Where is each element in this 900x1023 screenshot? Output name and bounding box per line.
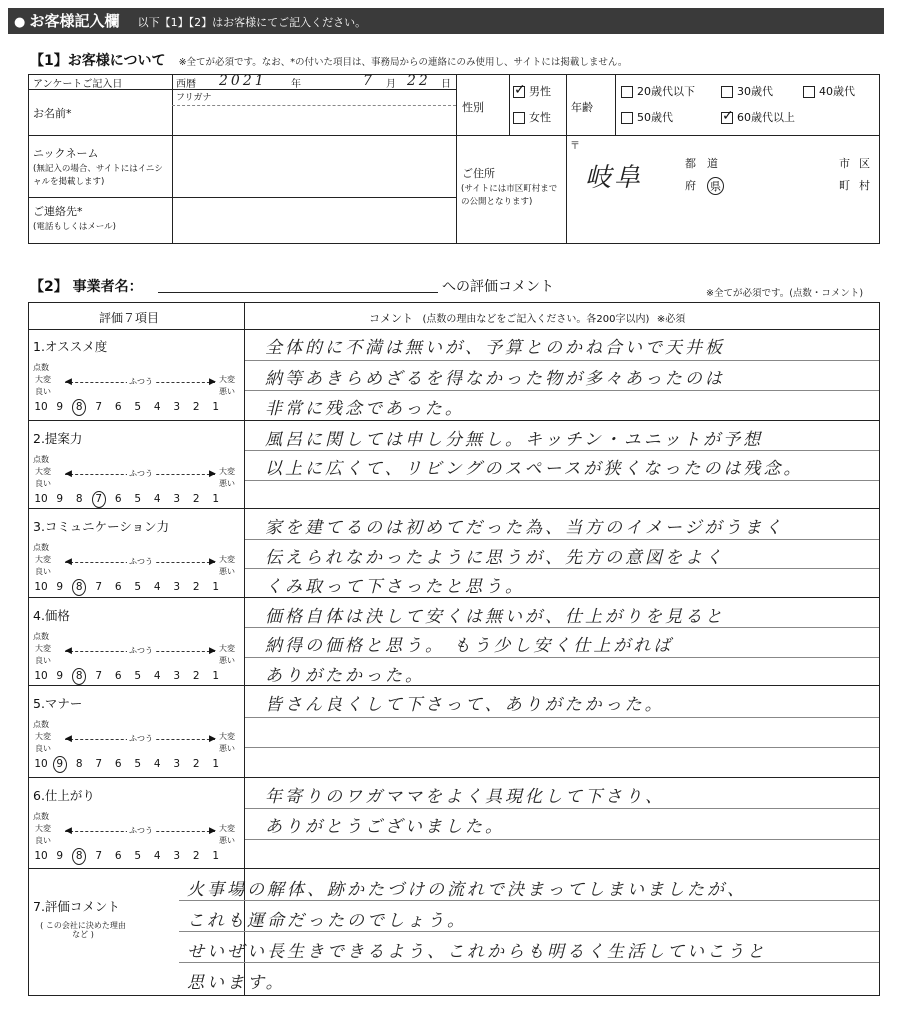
score-option[interactable] [109, 401, 129, 413]
score-number: 4 [153, 670, 161, 682]
score-label: 点数 [33, 363, 49, 372]
score-option[interactable] [109, 758, 129, 770]
comment-head-label: コメント [369, 312, 413, 325]
score-option[interactable] [167, 581, 187, 593]
score-number: 5 [134, 401, 142, 413]
score-number: 5 [134, 850, 142, 862]
score-option[interactable] [206, 401, 226, 413]
score-option[interactable] [89, 850, 109, 862]
scale-taihen-right: 大変 [219, 555, 235, 564]
score-option[interactable] [50, 401, 70, 413]
eval-item7-sub: ( この会社に決めた理由など ) [40, 921, 126, 939]
section1-title: 【1】お客様について [30, 53, 166, 69]
scale-yoi: 良い [35, 656, 51, 665]
postal-mark: 〒 [570, 141, 580, 152]
score-option[interactable] [206, 758, 226, 770]
score-option[interactable] [187, 670, 207, 682]
score-option[interactable] [167, 850, 187, 862]
score-option[interactable] [206, 581, 226, 593]
eval-item-label: 3.コミュニケーション力 [33, 519, 170, 534]
do-label: 道 [707, 157, 718, 170]
arrow-right-icon: ▶ [209, 734, 216, 744]
eval-row [29, 509, 879, 598]
comment-line[interactable]: ありがたかった。 [265, 666, 425, 686]
score-option[interactable] [187, 401, 207, 413]
arrow-left-icon: ◀ [65, 557, 72, 567]
score-number: 2 [192, 670, 200, 682]
checkbox-icon[interactable] [621, 112, 633, 124]
header-note: 以下【1】【2】はお客様にてご記入ください。 [137, 16, 367, 29]
arrow-right-icon: ▶ [209, 826, 216, 836]
score-number: 2 [192, 581, 200, 593]
score-number: 7 [95, 670, 103, 682]
score-option[interactable] [70, 579, 90, 596]
score-option[interactable] [128, 493, 148, 505]
name-label: お名前* [33, 107, 72, 120]
score-number: 9 [56, 581, 64, 593]
score-number: 6 [114, 850, 122, 862]
survey-day[interactable]: 22 [407, 73, 431, 89]
arrow-left-icon: ◀ [65, 646, 72, 656]
checkbox-checked-icon[interactable] [513, 86, 525, 98]
age-option-30s[interactable] [721, 83, 773, 99]
comment-line[interactable]: 風呂に関しては申し分無し。キッチン・ユニットが予想 [265, 430, 764, 450]
score-number: 6 [114, 758, 122, 770]
score-number: 3 [173, 670, 181, 682]
score-number: 6 [114, 581, 122, 593]
score-option[interactable] [32, 401, 50, 413]
score-number: 7 [95, 581, 103, 593]
score-number: 7 [95, 401, 103, 413]
scale-futsu: ふつう [129, 469, 153, 478]
eval-item-label: 2.提案力 [33, 431, 83, 446]
score-option[interactable] [50, 581, 70, 593]
score-option[interactable] [148, 670, 168, 682]
male-label: 男性 [529, 85, 551, 98]
checkbox-checked-icon[interactable] [721, 112, 733, 124]
ken-circled: 県 [707, 177, 724, 195]
arrow-left-icon: ◀ [65, 734, 72, 744]
eval-row [29, 686, 879, 778]
score-number: 2 [192, 758, 200, 770]
score-option[interactable] [148, 758, 168, 770]
business-name-line[interactable] [158, 292, 438, 293]
gender-male-option[interactable] [513, 83, 551, 99]
comment-line[interactable]: 納得の価格と思う。 もう少し安く仕上がれば [265, 636, 674, 656]
score-number: 4 [153, 493, 161, 505]
score-number: 5 [134, 670, 142, 682]
arrow-right-icon: ▶ [209, 377, 216, 387]
score-option[interactable] [128, 670, 148, 682]
score-option[interactable] [70, 668, 90, 685]
score-option[interactable] [187, 493, 207, 505]
score-number: 2 [192, 850, 200, 862]
score-option[interactable] [32, 758, 50, 770]
score-option[interactable] [167, 493, 187, 505]
score-number: 3 [173, 493, 181, 505]
month-unit: 月 [386, 79, 396, 90]
score-number: 9 [56, 493, 64, 505]
score-number: 4 [153, 850, 161, 862]
score-number: 3 [173, 401, 181, 413]
score-option[interactable] [32, 670, 50, 682]
score-option[interactable] [206, 850, 226, 862]
score-number: 10 [34, 401, 48, 413]
eval-row [29, 421, 879, 509]
section1-heading [30, 50, 627, 70]
comment-line[interactable]: 以上に広くて、リビングのスペースが狭くなったのは残念。 [265, 459, 804, 479]
ku-label: 区 [859, 157, 870, 170]
score-option[interactable] [128, 581, 148, 593]
score-option[interactable] [50, 756, 70, 773]
mura-label: 村 [859, 179, 870, 192]
scale-taihen: 大変 [35, 732, 51, 741]
arrow-right-icon: ▶ [209, 646, 216, 656]
age-30s-label: 30歳代 [737, 85, 773, 98]
score-scale [32, 491, 242, 508]
score-option[interactable] [109, 493, 129, 505]
score-number: 10 [34, 758, 48, 770]
score-option[interactable] [128, 401, 148, 413]
arrow-left-icon: ◀ [65, 826, 72, 836]
scale-taihen-right: 大変 [219, 644, 235, 653]
score-number: 6 [114, 493, 122, 505]
comment-head-note: (点数の理由などをご記入ください。各200字以内) [422, 314, 650, 325]
score-number: 2 [192, 401, 200, 413]
score-option[interactable] [109, 581, 129, 593]
score-option[interactable] [50, 493, 70, 505]
score-scale [32, 668, 242, 685]
eval-item-label: 4.価格 [33, 608, 70, 623]
comment-line[interactable]: 納等あきらめざるを得なかった物が多々あったのは [265, 369, 725, 389]
age-20s-label: 20歳代以下 [637, 85, 695, 98]
score-number: 1 [212, 401, 220, 413]
comment-line[interactable]: 年寄りのワガママをよく具現化して下さり、 [265, 787, 665, 807]
nickname-label: ニックネーム [33, 147, 99, 160]
scale-futsu: ふつう [129, 646, 153, 655]
score-number: 6 [114, 670, 122, 682]
score-number: 1 [212, 493, 220, 505]
score-option[interactable] [109, 670, 129, 682]
score-circled[interactable]: 8 [72, 399, 86, 416]
arrow-right-icon: ▶ [209, 557, 216, 567]
scale-futsu: ふつう [129, 734, 153, 743]
address-note: (サイトには市区町村までの公開となります) [461, 184, 558, 207]
comment-line[interactable]: ありがとうございました。 [265, 817, 505, 837]
section2-heading [30, 276, 143, 296]
score-option[interactable] [148, 581, 168, 593]
score-number: 1 [212, 758, 220, 770]
bullet-icon: ● [14, 15, 26, 30]
form-header [8, 8, 884, 34]
score-circled[interactable]: 9 [53, 756, 67, 773]
score-scale [32, 579, 242, 596]
score-option[interactable] [89, 670, 109, 682]
score-scale [32, 756, 242, 773]
scale-yoi: 良い [35, 387, 51, 396]
scale-futsu: ふつう [129, 826, 153, 835]
age-option-60s[interactable] [721, 109, 795, 125]
score-number: 10 [34, 670, 48, 682]
comment-head [369, 310, 685, 326]
item7-comment-line[interactable]: これも運命だったのでしょう。 [187, 911, 467, 931]
score-circled[interactable]: 8 [72, 668, 86, 685]
score-option[interactable] [148, 850, 168, 862]
age-option-20s[interactable] [621, 83, 695, 99]
age-60s-label: 60歳代以上 [737, 111, 795, 124]
score-option[interactable] [187, 758, 207, 770]
survey-month[interactable]: 7 [363, 73, 375, 89]
score-number: 5 [134, 493, 142, 505]
score-number: 1 [212, 581, 220, 593]
scale-yoi: 良い [35, 744, 51, 753]
scale-taihen: 大変 [35, 555, 51, 564]
score-label: 点数 [33, 455, 49, 464]
score-label: 点数 [33, 632, 49, 641]
score-number: 1 [212, 670, 220, 682]
year-unit: 年 [291, 79, 301, 90]
age-label: 年齢 [571, 101, 593, 114]
age-option-40s[interactable] [803, 83, 855, 99]
score-option[interactable] [89, 491, 109, 508]
furigana-label: フリガナ [176, 93, 212, 103]
score-option[interactable] [167, 401, 187, 413]
scale-warui: 悪い [219, 567, 235, 576]
gender-female-option[interactable] [513, 109, 551, 125]
score-option[interactable] [89, 401, 109, 413]
score-option[interactable] [148, 493, 168, 505]
eval-row [29, 598, 879, 686]
eval-item-label: 6.仕上がり [33, 788, 95, 803]
day-unit: 日 [441, 79, 451, 90]
evaluation-table [28, 302, 880, 996]
score-number: 1 [212, 850, 220, 862]
score-number: 9 [56, 670, 64, 682]
scale-futsu: ふつう [129, 377, 153, 386]
survey-year[interactable]: 2021 [219, 73, 267, 89]
score-option[interactable] [70, 758, 90, 770]
score-option[interactable] [206, 493, 226, 505]
score-number: 3 [173, 758, 181, 770]
shi-label: 市 [839, 157, 850, 170]
age-50s-label: 50歳代 [637, 111, 673, 124]
item7-comment-line[interactable]: 火事場の解体、跡かたづけの流れで決まってしまいましたが、 [187, 880, 747, 900]
score-number: 6 [114, 401, 122, 413]
score-option[interactable] [128, 758, 148, 770]
eval-row [29, 778, 879, 869]
score-option[interactable] [167, 670, 187, 682]
comment-head-required: ※必須 [656, 314, 686, 325]
score-number: 10 [34, 581, 48, 593]
score-option[interactable] [89, 581, 109, 593]
score-option[interactable] [70, 399, 90, 416]
score-circled[interactable]: 7 [92, 491, 106, 508]
score-option[interactable] [32, 493, 50, 505]
section2-suffix: への評価コメント [442, 279, 554, 295]
scale-warui: 悪い [219, 656, 235, 665]
score-number: 7 [95, 758, 103, 770]
score-number: 8 [75, 758, 83, 770]
comment-line[interactable]: 非常に残念であった。 [265, 399, 465, 419]
score-scale [32, 848, 242, 865]
scale-futsu: ふつう [129, 557, 153, 566]
comment-line[interactable]: 伝えられなかったように思うが、先方の意図をよく [265, 548, 725, 568]
score-number: 9 [56, 401, 64, 413]
scale-warui: 悪い [219, 479, 235, 488]
comment-line[interactable]: 家を建てるのは初めてだった為、当方のイメージがうまく [265, 518, 785, 538]
arrow-left-icon: ◀ [65, 469, 72, 479]
score-option[interactable] [128, 850, 148, 862]
score-option[interactable] [70, 848, 90, 865]
machi-label: 町 [839, 179, 850, 192]
item7-sub-text: この会社に決めた理由など [45, 921, 126, 939]
scale-taihen: 大変 [35, 467, 51, 476]
score-option[interactable] [167, 758, 187, 770]
score-number: 4 [153, 401, 161, 413]
comment-line[interactable]: 全体的に不満は無いが、予算とのかね合いで天井板 [265, 338, 725, 358]
scale-yoi: 良い [35, 479, 51, 488]
score-label: 点数 [33, 812, 49, 821]
score-number: 2 [192, 493, 200, 505]
score-number: 4 [153, 581, 161, 593]
scale-warui: 悪い [219, 836, 235, 845]
age-40s-label: 40歳代 [819, 85, 855, 98]
item7-comment-line[interactable]: せいぜい長生きできるよう、これからも明るく生活していこうと [187, 942, 767, 962]
nickname-note: (無記入の場合、サイトにはイニシャルを掲載します) [33, 164, 163, 187]
score-circled[interactable]: 8 [72, 579, 86, 596]
fu-label: 府 [685, 179, 696, 192]
comment-line[interactable]: くみ取って下さったと思う。 [265, 577, 525, 597]
score-option[interactable] [187, 850, 207, 862]
scale-taihen-right: 大変 [219, 375, 235, 384]
contact-note: (電話もしくはメール) [33, 222, 116, 232]
scale-yoi: 良い [35, 567, 51, 576]
header-title: お客様記入欄 [29, 12, 120, 30]
score-number: 9 [56, 850, 64, 862]
eval-item7-label: 7.評価コメント [33, 899, 120, 914]
contact-label: ご連絡先* [33, 205, 83, 218]
score-option[interactable] [70, 493, 90, 505]
scale-warui: 悪い [219, 387, 235, 396]
scale-taihen: 大変 [35, 824, 51, 833]
score-option[interactable] [187, 581, 207, 593]
score-scale [32, 399, 242, 416]
section2-title: 【2】 事業者名： [30, 279, 143, 295]
score-option[interactable] [32, 581, 50, 593]
score-option[interactable] [50, 850, 70, 862]
item7-comment-line[interactable]: 思います。 [187, 973, 286, 993]
to-label: 都 [685, 157, 696, 170]
address-label: ご住所 [462, 167, 495, 180]
score-number: 5 [134, 581, 142, 593]
checkbox-icon[interactable] [803, 86, 815, 98]
prefecture-handwritten[interactable]: 岐阜 [585, 163, 644, 193]
score-label: 点数 [33, 543, 49, 552]
scale-yoi: 良い [35, 836, 51, 845]
score-number: 5 [134, 758, 142, 770]
eval-row-7 [29, 869, 879, 995]
score-label: 点数 [33, 720, 49, 729]
scale-warui: 悪い [219, 744, 235, 753]
score-option[interactable] [50, 670, 70, 682]
score-number: 10 [34, 493, 48, 505]
score-number: 8 [75, 493, 83, 505]
gender-label: 性別 [462, 101, 484, 114]
scale-taihen-right: 大変 [219, 824, 235, 833]
score-option[interactable] [148, 401, 168, 413]
scale-taihen: 大変 [35, 644, 51, 653]
customer-info-table [28, 74, 880, 244]
score-circled[interactable]: 8 [72, 848, 86, 865]
checkbox-icon[interactable] [721, 86, 733, 98]
eval-item-label: 1.オススメ度 [33, 339, 108, 354]
score-number: 10 [34, 850, 48, 862]
score-option[interactable] [109, 850, 129, 862]
scale-taihen-right: 大変 [219, 732, 235, 741]
female-label: 女性 [529, 111, 551, 124]
score-option[interactable] [206, 670, 226, 682]
score-number: 3 [173, 850, 181, 862]
arrow-left-icon: ◀ [65, 377, 72, 387]
score-number: 4 [153, 758, 161, 770]
arrow-right-icon: ▶ [209, 469, 216, 479]
section2-note: ※全てが必須です。(点数・コメント) [706, 288, 864, 299]
age-option-50s[interactable] [621, 109, 673, 125]
checkbox-icon[interactable] [621, 86, 633, 98]
eval-head: 評価７項目 [99, 311, 160, 325]
score-number: 7 [95, 850, 103, 862]
scale-taihen-right: 大変 [219, 467, 235, 476]
scale-taihen: 大変 [35, 375, 51, 384]
eval-item-label: 5.マナー [33, 696, 83, 711]
score-number: 3 [173, 581, 181, 593]
survey-date-label: アンケートご記入日 [33, 79, 123, 90]
eval-row [29, 329, 879, 421]
section1-note: ※全てが必須です。なお、*の付いた項目は、事務局からの連絡にのみ使用し、サイトには掲載しません。 [178, 57, 628, 68]
era-label: 西暦 [176, 79, 196, 90]
comment-line[interactable]: 皆さん良くして下さって、ありがたかった。 [265, 695, 665, 715]
score-option[interactable] [32, 850, 50, 862]
comment-line[interactable]: 価格自体は決して安くは無いが、仕上がりを見ると [265, 607, 725, 627]
checkbox-icon[interactable] [513, 112, 525, 124]
score-option[interactable] [89, 758, 109, 770]
